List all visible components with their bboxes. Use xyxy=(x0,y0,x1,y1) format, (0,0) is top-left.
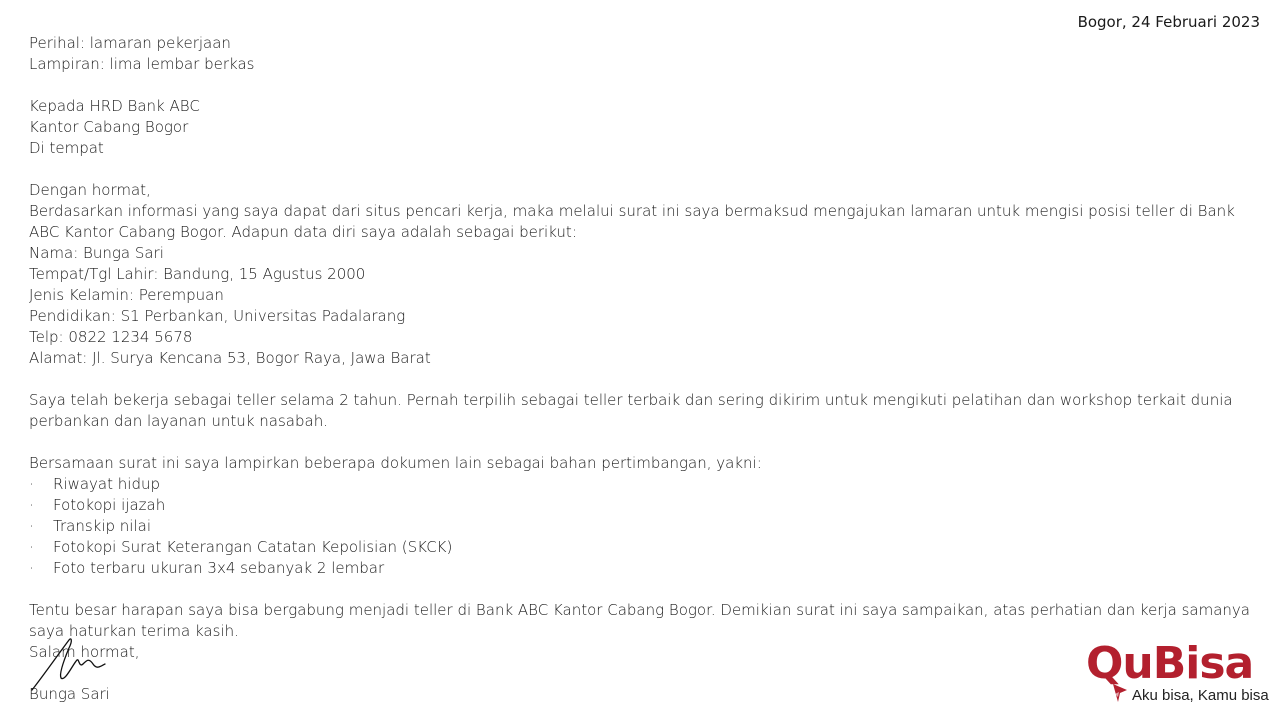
bullet-icon: · xyxy=(29,496,34,514)
intro-paragraph: Berdasarkan informasi yang saya dapat dari situs pencari kerja, maka melalui surat ini saya bermaksud mengajukan lamaran untuk mengisi posisi teller di Bank ABC Kantor Cabang Bogor. Adapun data diri saya adalah sebagai berikut: xyxy=(29,202,1235,241)
list-item xyxy=(29,474,1254,495)
personal-birth: Tempat/Tgl Lahir: Bandung, 15 Agustus 2000 xyxy=(29,265,366,283)
attachment-item: Transkip nilai xyxy=(53,517,151,535)
salutation: Salam hormat, xyxy=(29,643,140,661)
attachment-item: Riwayat hidup xyxy=(53,475,160,493)
logo-tagline: Aku bisa, Kamu bisa xyxy=(1132,687,1269,704)
recipient-line-3: Di tempat xyxy=(29,139,104,157)
letter-body xyxy=(29,33,1254,705)
greeting: Dengan hormat, xyxy=(29,181,151,199)
experience-paragraph: Saya telah bekerja sebagai teller selama 2 tahun. Pernah terpilih sebagai teller terbaik dan sering dikirim untuk mengikuti pelatihan dan workshop terkait dunia perbankan dan layanan untuk nasabah. xyxy=(29,391,1233,430)
qubisa-logo xyxy=(1086,638,1269,714)
personal-phone: Telp: 0822 1234 5678 xyxy=(29,328,193,346)
list-item xyxy=(29,495,1254,516)
bullet-icon: · xyxy=(29,517,34,535)
closing-paragraph: Tentu besar harapan saya bisa bergabung menjadi teller di Bank ABC Kantor Cabang Bogor. Demikian surat ini saya sampaikan, atas perhatian dan kerja samanya saya haturkan terima kasih. xyxy=(29,601,1250,640)
subject-line: Perihal: lamaran pekerjaan xyxy=(29,34,231,52)
personal-address: Alamat: Jl. Surya Kencana 53, Bogor Raya, Jawa Barat xyxy=(29,349,431,367)
signature-block xyxy=(29,642,1254,705)
list-item xyxy=(29,516,1254,537)
bullet-icon: · xyxy=(29,538,34,556)
attachment-count-line: Lampiran: lima lembar berkas xyxy=(29,55,255,73)
personal-gender: Jenis Kelamin: Perempuan xyxy=(29,286,224,304)
attachments-intro: Bersamaan surat ini saya lampirkan beberapa dokumen lain sebagai bahan pertimbangan, yakni: xyxy=(29,454,762,472)
recipient-line-1: Kepada HRD Bank ABC xyxy=(29,97,200,115)
logo-wordmark: QuBisa xyxy=(1086,638,1254,689)
pencil-icon xyxy=(1110,682,1130,704)
signature-icon xyxy=(29,634,109,692)
personal-education: Pendidikan: S1 Perbankan, Universitas Padalarang xyxy=(29,307,406,325)
signer-name: Bunga Sari xyxy=(29,685,110,703)
list-item xyxy=(29,537,1254,558)
personal-name: Nama: Bunga Sari xyxy=(29,244,164,262)
attachment-item: Fotokopi Surat Keterangan Catatan Kepolisian (SKCK) xyxy=(53,538,453,556)
bullet-icon: · xyxy=(29,559,34,577)
recipient-line-2: Kantor Cabang Bogor xyxy=(29,118,189,136)
attachment-item: Foto terbaru ukuran 3x4 sebanyak 2 lembar xyxy=(53,559,385,577)
list-item xyxy=(29,558,1254,579)
letter-date: Bogor, 24 Februari 2023 xyxy=(1077,13,1260,31)
bullet-icon: · xyxy=(29,475,34,493)
attachment-item: Fotokopi ijazah xyxy=(53,496,166,514)
